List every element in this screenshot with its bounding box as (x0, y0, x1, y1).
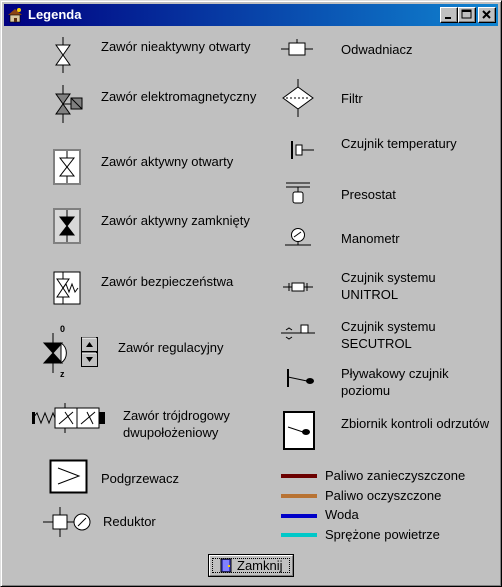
valve-active-closed-icon (53, 208, 81, 244)
label-clean-fuel: Paliwo oczyszczone (325, 488, 442, 503)
line-swatch-compressed-air (281, 533, 317, 537)
app-icon (6, 6, 24, 24)
maximize-icon (459, 8, 475, 22)
valve-active-open-icon (53, 149, 81, 185)
label-heater: Podgrzewacz (101, 471, 180, 486)
heater-icon (49, 459, 89, 495)
close-icon (479, 8, 495, 22)
manometer-icon (283, 225, 313, 249)
label-float-sensor: Pływakowy czujnik poziomu (341, 366, 449, 398)
label-contaminated-fuel: Paliwo zanieczyszczone (325, 468, 466, 483)
drain-icon (281, 39, 313, 59)
close-window-button[interactable] (478, 7, 496, 23)
close-button-label: Zamknij (237, 558, 283, 573)
label-reducer: Reduktor (103, 514, 156, 529)
reducer-icon (43, 507, 95, 537)
minimize-button[interactable] (440, 7, 458, 23)
regulating-open-mark: 0 (60, 324, 66, 334)
close-button[interactable] (208, 554, 294, 577)
label-valve-three-way: Zawór trójdrogowy dwupołożeniowy (123, 408, 230, 440)
filter-icon (281, 79, 315, 117)
valve-three-way-icon (31, 401, 107, 435)
label-drain: Odwadniacz (341, 42, 413, 57)
door-exit-icon (220, 558, 234, 573)
valve-regulating-icon (39, 325, 79, 381)
label-valve-regulating: Zawór regulacyjny (118, 340, 224, 355)
valve-inactive-open-icon (51, 37, 75, 73)
label-valve-inactive-open: Zawór nieaktywny otwarty (101, 39, 251, 54)
label-waste-tank: Zbiornik kontroli odrzutów (341, 416, 490, 431)
unitrol-sensor-icon (281, 279, 315, 295)
window-title: Legenda (28, 7, 82, 22)
label-valve-active-open: Zawór aktywny otwarty (101, 154, 234, 169)
waste-tank-icon (283, 411, 317, 451)
temperature-sensor-icon (286, 139, 316, 161)
valve-electromagnetic-icon (51, 85, 85, 123)
float-sensor-icon (283, 367, 317, 389)
minimize-icon (441, 8, 457, 22)
label-compressed-air: Sprężone powietrze (325, 527, 440, 542)
label-temperature-sensor: Czujnik temperatury (341, 136, 457, 151)
spin-arrows-icon (81, 337, 98, 367)
maximize-button[interactable] (458, 7, 476, 23)
regulating-closed-mark: z (60, 369, 65, 379)
label-valve-active-closed: Zawór aktywny zamknięty (101, 213, 250, 228)
label-filter: Filtr (341, 91, 363, 106)
valve-safety-icon (53, 271, 81, 305)
label-valve-safety: Zawór bezpieczeństwa (101, 274, 234, 289)
label-manometer: Manometr (341, 231, 400, 246)
line-swatch-contaminated-fuel (281, 474, 317, 478)
title-bar[interactable] (4, 4, 498, 26)
label-water: Woda (325, 507, 359, 522)
secutrol-sensor-icon (279, 321, 317, 345)
label-pressure-switch: Presostat (341, 187, 396, 202)
label-unitrol-sensor: Czujnik systemu UNITROL (341, 270, 436, 302)
regulating-spin-control[interactable] (81, 337, 98, 367)
pressure-switch-icon (284, 179, 312, 207)
label-valve-electromagnetic: Zawór elektromagnetyczny (101, 89, 257, 104)
label-secutrol-sensor: Czujnik systemu SECUTROL (341, 319, 436, 351)
line-swatch-water (281, 514, 317, 518)
line-swatch-clean-fuel (281, 494, 317, 498)
